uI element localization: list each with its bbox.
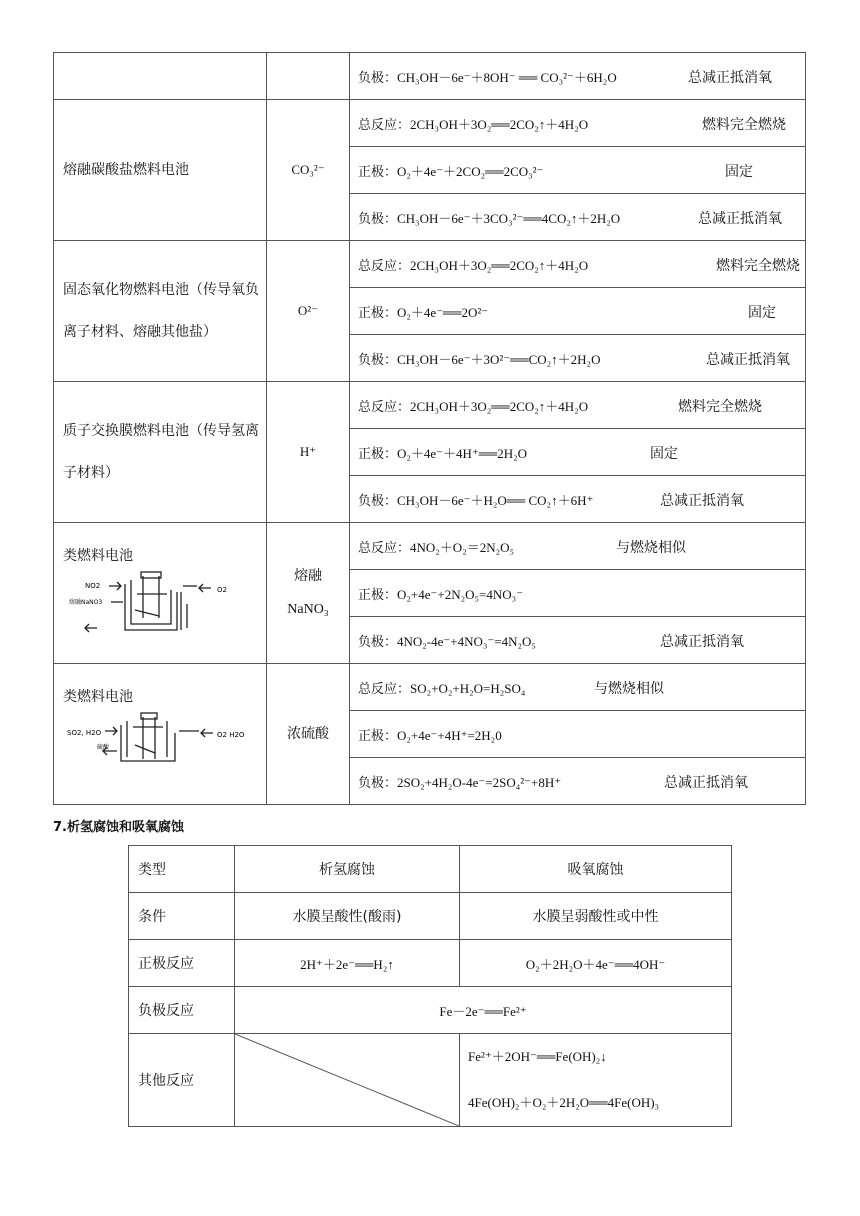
equation-note: 燃料完全燃烧 (678, 399, 762, 415)
positive-electrode-equation: 正极：O₂＋4e⁻══2O²⁻ (358, 304, 489, 320)
negative-electrode-equation: 负极：2SO₂+4H₂O-4e⁻=2SO₄²⁻+8H⁺ (358, 774, 562, 790)
conducting-ion: 浓硫酸 (287, 726, 329, 742)
empty-cell (54, 53, 267, 100)
total-reaction-equation: 总反应：2CH₃OH＋3O₂══2CO₂↑＋4H₂O (358, 398, 589, 414)
equation-note: 固定 (748, 305, 776, 321)
table-row (129, 846, 732, 893)
table-cell: Fe－2e⁻══Fe²⁺ (235, 987, 732, 1034)
table-row (129, 940, 732, 987)
row-header: 条件 (129, 893, 235, 940)
negative-electrode-equation: 负极：4NO₂-4e⁻+4NO₃⁻=4N₂O₅ (358, 633, 536, 649)
total-reaction-equation: 总反应：2CH₃OH＋3O₂══2CO₂↑＋4H₂O (358, 257, 589, 273)
conducting-ion: CO₃²⁻ (291, 162, 325, 177)
table-row (54, 664, 806, 711)
cell-type-cell (54, 664, 267, 805)
column-header: 吸氧腐蚀 (460, 846, 732, 893)
table-row (54, 53, 806, 100)
table-cell (460, 1034, 732, 1127)
total-reaction-equation: 总反应：2CH₃OH＋3O₂══2CO₂↑＋4H₂O (358, 116, 589, 132)
table-row (129, 987, 732, 1034)
equation-note: 固定 (650, 446, 678, 462)
equation-cell (350, 570, 806, 617)
positive-electrode-equation: 正极：O₂＋4e⁻＋4H⁺══2H₂O (358, 445, 528, 461)
diagonal-line (235, 1034, 459, 1126)
row-header: 其他反应 (129, 1034, 235, 1127)
table-row (54, 100, 806, 147)
diagram-label: SO2, H2O (67, 729, 102, 737)
equation-note: 燃料完全燃烧 (716, 258, 800, 274)
table-row (54, 523, 806, 570)
equation-note: 总减正抵消氧 (706, 352, 790, 368)
equation-cell (350, 523, 806, 570)
fuel-cell-table (53, 52, 806, 805)
cell-type-name: 类燃料电池 (63, 689, 133, 705)
equation-cell (350, 758, 806, 805)
conducting-ion-cell (267, 523, 350, 664)
equation-note: 总减正抵消氧 (660, 493, 744, 509)
diagram-label: NO2 (85, 582, 101, 590)
equation-cell (350, 382, 806, 429)
table-row (54, 241, 806, 288)
table-cell: 2H⁺＋2e⁻══H₂↑ (235, 940, 460, 987)
cell-type-cell (54, 523, 267, 664)
other-reaction-line: 4Fe(OH)₂＋O₂＋2H₂O══4Fe(OH)₃ (468, 1095, 660, 1110)
diagram-label: 硫酸 (97, 744, 110, 751)
negative-electrode-equation: 负极：CH₃OH－6e⁻＋H₂O══ CO₂↑＋6H⁺ (358, 492, 594, 508)
equation-cell (350, 288, 806, 335)
total-reaction-equation: 总反应：4NO₂＋O₂＝2N₂O₅ (358, 539, 515, 555)
cell-type-name: 固态氧化物燃料电池（传导氧负离子材料、熔融其他盐） (54, 241, 267, 382)
diagonal-empty-cell (235, 1034, 460, 1127)
equation-cell (350, 53, 806, 100)
equation-note: 总减正抵消氧 (664, 775, 748, 791)
diagram-label: O2 (217, 586, 227, 594)
positive-electrode-equation: 正极：O₂+4e⁻+4H⁺=2H₂0 (358, 727, 502, 743)
equation-cell (350, 617, 806, 664)
negative-electrode-equation: 负极：CH₃OH－6e⁻＋3O²⁻══CO₂↑＋2H₂O (358, 351, 601, 367)
table-row (129, 1034, 732, 1127)
equation-note: 总减正抵消氧 (688, 70, 772, 86)
equation-note: 与燃烧相似 (616, 540, 686, 556)
equation-cell (350, 194, 806, 241)
table-cell: 水膜呈酸性(酸雨) (235, 893, 460, 940)
conducting-ion: O²⁻ (297, 303, 319, 318)
diagram-label: 熔融NaNO3 (69, 599, 103, 606)
other-reaction-line: Fe²⁺＋2OH⁻══Fe(OH)₂↓ (468, 1049, 607, 1064)
row-header: 类型 (129, 846, 235, 893)
equation-note: 与燃烧相似 (594, 681, 664, 697)
equation-cell (350, 429, 806, 476)
equation-cell (350, 241, 806, 288)
conducting-ion-formula: NaNO₃ (287, 602, 329, 617)
negative-electrode-equation: 负极：CH₃OH－6e⁻＋3CO₃²⁻══4CO₂↑＋2H₂O (358, 210, 621, 226)
total-reaction-equation: 总反应：SO₂+O₂+H₂O=H₂SO₄ (358, 680, 526, 696)
cell-sketch-diagram (63, 570, 253, 640)
table-cell: O₂＋2H₂O＋4e⁻══4OH⁻ (460, 940, 732, 987)
cell-sketch-diagram (63, 711, 253, 781)
equation-note: 燃料完全燃烧 (702, 117, 786, 133)
equation-note: 总减正抵消氧 (660, 634, 744, 650)
row-header: 负极反应 (129, 987, 235, 1034)
cell-type-name: 质子交换膜燃料电池（传导氢离子材料） (54, 382, 267, 523)
cell-type-name: 熔融碳酸盐燃料电池 (54, 100, 267, 241)
equation-cell (350, 711, 806, 758)
conducting-ion-label: 熔融 (294, 568, 322, 584)
conducting-ion: H⁺ (299, 444, 317, 459)
row-header: 正极反应 (129, 940, 235, 987)
table-cell: 水膜呈弱酸性或中性 (460, 893, 732, 940)
column-header: 析氢腐蚀 (235, 846, 460, 893)
equation-cell (350, 100, 806, 147)
cell-type-name: 类燃料电池 (63, 548, 133, 564)
positive-electrode-equation: 正极：O₂+4e⁻+2N₂O₅=4NO₃⁻ (358, 586, 524, 602)
equation-note: 总减正抵消氧 (698, 211, 782, 227)
diagram-label: O2 H2O (217, 731, 245, 739)
corrosion-table (128, 845, 732, 1127)
equation-cell (350, 335, 806, 382)
equation-cell (350, 476, 806, 523)
section-title: 7.析氢腐蚀和吸氧腐蚀 (53, 820, 184, 835)
negative-electrode-equation: 负极：CH₃OH－6e⁻＋8OH⁻ ══ CO₃²⁻＋6H₂O (358, 69, 617, 85)
table-row (54, 382, 806, 429)
table-row (129, 893, 732, 940)
positive-electrode-equation: 正极：O₂＋4e⁻＋2CO₂══2CO₃²⁻ (358, 163, 544, 179)
equation-note: 固定 (725, 164, 753, 180)
empty-cell (267, 53, 350, 100)
equation-cell (350, 147, 806, 194)
equation-cell (350, 664, 806, 711)
